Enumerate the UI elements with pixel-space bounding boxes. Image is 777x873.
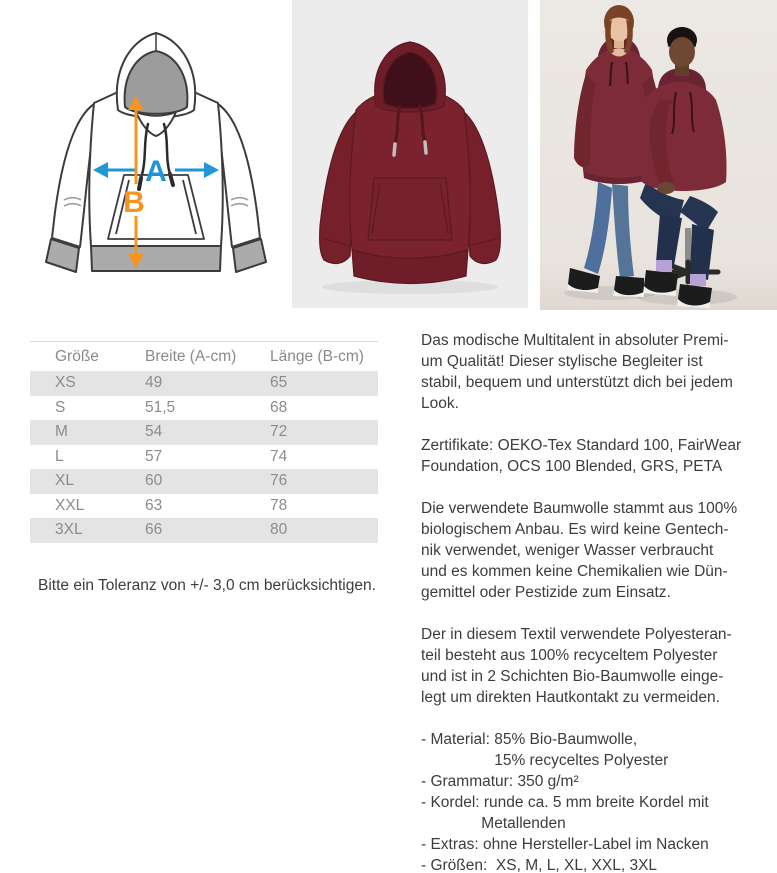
spec-line-extras: - Extras: ohne Hersteller-Label im Nacken	[421, 836, 709, 853]
cell-size: 3XL	[55, 521, 83, 538]
cell-size: S	[55, 398, 66, 416]
description-line: Foundation, OCS 100 Blended, GRS, PETA	[421, 458, 723, 475]
cell-size: L	[55, 447, 64, 465]
table-row-xl	[30, 469, 378, 494]
cell-breite: 63	[145, 496, 163, 514]
description-line: und es kommen keine Chemikalien wie Dün-	[421, 563, 728, 580]
size-table-header	[30, 342, 378, 371]
cell-laenge: 74	[270, 447, 288, 465]
polyester-paragraph	[421, 624, 777, 708]
cell-size: M	[55, 423, 68, 440]
description-line: gemittel oder Pestizide zum Einsatz.	[421, 584, 671, 601]
size-table	[30, 341, 378, 543]
spec-line-groessen: - Größen: XS, M, L, XL, XXL, 3XL	[421, 857, 658, 873]
description-line: nik verwendet, weniger Wasser verbraucht	[421, 542, 714, 559]
col-header-groesse: Größe	[55, 348, 99, 365]
col-header-breite: Breite (A-cm)	[145, 348, 237, 365]
cell-breite: 54	[145, 423, 163, 440]
cell-laenge: 65	[270, 374, 288, 391]
spec-line-grammatur: - Grammatur: 350 g/m²	[421, 773, 579, 790]
label-a: A	[145, 155, 167, 188]
table-row-m	[30, 420, 378, 445]
cell-laenge: 78	[270, 496, 288, 514]
cell-size: XS	[55, 374, 76, 391]
description-line: Look.	[421, 395, 459, 412]
table-row-xs	[30, 371, 378, 396]
description-line: legt um direkten Hautkontakt zu vermeiden.	[421, 689, 720, 706]
models-photo	[540, 0, 777, 310]
description-line: Das modische Multitalent in absoluter Premi-	[421, 332, 729, 349]
description-line: teil besteht aus 100% recyceltem Polyester	[421, 647, 718, 664]
cotton-paragraph	[421, 498, 777, 603]
description-line: Zertifikate: OEKO-Tex Standard 100, FairWear	[421, 437, 742, 454]
cell-laenge: 68	[270, 398, 288, 416]
cell-breite: 49	[145, 374, 163, 391]
description-line: Die verwendete Baumwolle stammt aus 100%	[421, 500, 738, 517]
cell-laenge: 80	[270, 521, 288, 538]
cell-breite: 60	[145, 472, 163, 489]
burgundy-hoodie-front	[292, 0, 528, 308]
label-b: B	[123, 186, 145, 219]
hoodie-product-photo	[292, 0, 528, 308]
table-row-s	[30, 396, 378, 421]
cell-size: XXL	[55, 496, 85, 514]
table-row-xxl	[30, 494, 378, 519]
table-row-l	[30, 445, 378, 470]
hoodie-sketch	[30, 8, 282, 300]
hoodie-measurement-diagram	[30, 8, 282, 300]
cell-breite: 57	[145, 447, 163, 465]
tolerance-note: Bitte ein Toleranz von +/- 3,0 cm berücksichtigen.	[38, 577, 376, 594]
specs-list	[421, 729, 777, 873]
cell-laenge: 72	[270, 423, 288, 440]
models-illustration	[540, 0, 777, 310]
description-line: biologischem Anbau. Es wird keine Gentech-	[421, 521, 729, 538]
spec-line-kordel-2: Metallenden	[421, 815, 566, 832]
col-header-laenge: Länge (B-cm)	[270, 348, 364, 365]
description-line: Der in diesem Textil verwendete Polyesteran-	[421, 626, 732, 643]
spec-line-kordel: - Kordel: runde ca. 5 mm breite Kordel mit	[421, 794, 709, 811]
spec-line-material: - Material: 85% Bio-Baumwolle,	[421, 731, 638, 748]
hoodie-shape	[320, 42, 501, 284]
description-line: und ist in 2 Schichten Bio-Baumwolle einge-	[421, 668, 724, 685]
cell-laenge: 76	[270, 472, 288, 489]
cell-size: XL	[55, 472, 74, 489]
description-line: um Qualität! Dieser stylische Begleiter ist	[421, 353, 703, 370]
cell-breite: 66	[145, 521, 163, 538]
cell-breite: 51,5	[145, 398, 176, 416]
product-description	[421, 330, 777, 873]
description-line: stabil, bequem und unterstützt dich bei jedem	[421, 374, 733, 391]
description-paragraph	[421, 330, 777, 414]
spec-line-material-2: 15% recyceltes Polyester	[421, 752, 669, 769]
certificates-paragraph	[421, 435, 777, 477]
table-row-3xl	[30, 518, 378, 543]
